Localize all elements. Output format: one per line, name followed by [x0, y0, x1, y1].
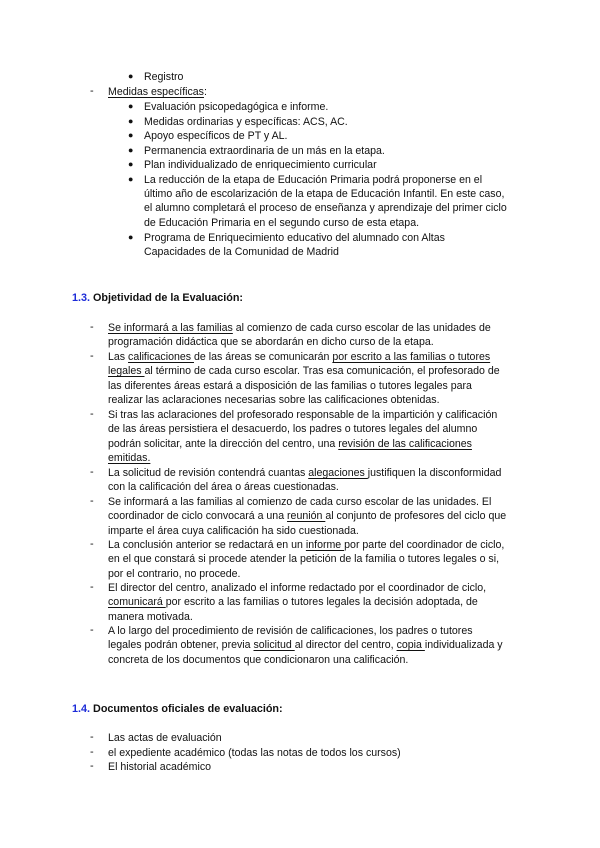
dash-icon: - [90, 624, 94, 636]
dash-icon: - [90, 495, 94, 507]
bullet-icon: ● [128, 173, 134, 184]
section-title: Documentos oficiales de evaluación: [90, 703, 283, 715]
list-item-text: el alumno completará el proceso de enseñanza y aprendizaje del primer ciclo [144, 202, 507, 215]
list-item-text: La reducción de la etapa de Educación Primaria podrá proponerse en el [144, 173, 483, 186]
list-item-text: Apoyo específicos de PT y AL. [144, 130, 288, 142]
dash-icon: - [90, 408, 94, 420]
objetividad-list [90, 321, 570, 667]
list-item [128, 129, 558, 144]
dash-icon: - [90, 581, 94, 593]
section-heading-1-3 [72, 292, 243, 304]
list-item [128, 144, 558, 159]
section-heading-1-4 [72, 703, 283, 715]
list-item: - El director del centro, analizado el informe redactado por el coordinador de ciclo, comunicará por escrito a las familias o tutores legales la decisión adoptada, de manera motivada. [90, 581, 487, 623]
list-item [128, 158, 558, 173]
list-item: - Se informará a las familias al comienzo de cada curso escolar de las unidades de programación didáctica que se abordarán en dicho curso de la etapa. [90, 321, 491, 349]
list-item: - el expediente académico (todas las notas de todos los cursos) [90, 745, 401, 759]
list-item-text: Programa de Enriquecimiento educativo del alumnado con Altas [144, 231, 445, 244]
bullet-icon: ● [128, 130, 134, 140]
document-page: ● Registro - Medidas específicas: ● Evaluación psicopedagógica e informe. ● Medidas ordinarias y específicas: ACS, AC. ● Apoyo específicos de PT y AL. ● Permanencia extraordinaria de un más en la etapa. ● Plan individualizado de enriquecimiento curricular ● La reducción de la etapa de Educación Primaria podrá proponerse en el último año de escolarización de la etapa de Educación Infantil. En este caso, el alumno completará el proceso de enseñanza y aprendizaje del primer ciclo de Educación Primaria en el segundo curso de esta etapa. ● Programa de Enriquecimiento educativo del alumnado con Altas Capacidades de la Comunidad de Madrid 1.3. Objetividad de la Evaluación: - Se informará a las familias al comienzo de cada curso escolar de las unidades de programación didáctica que se abordarán en dicho curso de la etapa. - Las calificaciones de las áreas se comunicarán por escrito a las familias o tutores legales al término de cada curso escolar. Tras esa comunicación, el profesorado de las diferentes áreas estará a disposición de las familias o tutores legales para realizar las aclaraciones necesarias sobre las calificaciones obtenidas. - Si tras las aclaraciones del profesorado responsable de la impartición y calificación de las áreas persistiera el desacuerdo, los padres o tutores legales del alumno podrán solicitar, ante la dirección del centro, una revisión de las calificaciones emitidas. - La solicitud de revisión contendrá cuantas alegaciones justifiquen la disconformidad con la calificación del área o áreas cuestionadas. - Se informará a las familias al comienzo de cada curso escolar de las unidades. El coordinador de ciclo convocará a una reunión al conjunto de profesores del ciclo que imparte el área cuya calificación ha sido cuestionada. - La conclusión anterior se redactará en un informe por parte del coordinador de ciclo, en el que constará si procede atender la petición de la familia o tutores legales o si, por el contrario, no procede. - El director del centro, analizado el informe redactado por el coordinador de ciclo, comunicará por escrito a las familias o tutores legales la decisión adoptada, de manera motivada. - A lo largo del procedimiento de revisión de calificaciones, los padres o tutores legales podrán obtener, previa solicitud al director del centro, copia individualizada y concreta de los documentos que condicionaron una calificación. 1.4. Documentos oficiales de evaluación: - Las actas de evaluación - el expediente académico (todas las notas de todos los cursos) - El historial académico [0, 0, 600, 848]
bullet-icon: ● [128, 144, 134, 155]
list-item-text: Medidas ordinarias y específicas: ACS, AC. [144, 115, 348, 128]
medidas-list [128, 100, 558, 260]
list-item: - A lo largo del procedimiento de revisión de calificaciones, los padres o tutores legales podrán obtener, previa solicitud al director del centro, copia individualizada y concreta de los documentos que condicionaron una calificación. [90, 624, 503, 666]
list-item [128, 173, 558, 231]
list-item-text: de Educación Primaria en el segundo curso de esta etapa. [144, 216, 420, 229]
list-item [128, 115, 558, 130]
list-item: - Se informará a las familias al comienzo de cada curso escolar de las unidades. El coordinador de ciclo convocará a una reunión al conjunto de profesores del ciclo que imparte el área cuya calificación ha sido cuestionada. [90, 495, 507, 537]
list-item [128, 100, 558, 115]
dash-icon: - [90, 85, 94, 97]
list-item-text: Permanencia extraordinaria de un más en la etapa. [144, 144, 385, 157]
dash-icon: - [90, 745, 94, 758]
dash-icon: - [90, 321, 94, 333]
list-item: - Las calificaciones de las áreas se comunicarán por escrito a las familias o tutores legales al término de cada curso escolar. Tras esa comunicación, el profesorado de las diferentes áreas estará a disposición de las familias o tutores legales para realizar las aclaraciones necesarias sobre las calificaciones obtenidas. [90, 350, 500, 407]
bullet-icon: ● [128, 159, 134, 169]
section-number: 1.4. [72, 703, 91, 715]
list-item: - La conclusión anterior se redactará en un informe por parte del coordinador de ciclo, en el que constará si procede atender la petición de la familia o tutores legales o si, por el contrario, no procede. [90, 538, 505, 580]
list-item: - El historial académico [90, 760, 212, 774]
dash-icon: - [90, 731, 94, 743]
list-item-text: Plan individualizado de enriquecimiento curricular [144, 159, 377, 171]
bullet-icon: ● [128, 115, 134, 126]
documentos-list [90, 731, 570, 775]
list-item-text: último año de escolarización de la etapa de Educación Infantil. En este caso, [144, 187, 505, 200]
list-item [128, 231, 558, 260]
dash-icon: - [90, 350, 94, 362]
list-item-text: Capacidades de la Comunidad de Madrid [144, 245, 339, 258]
list-item-text: Registro [144, 71, 184, 83]
medidas-label: Medidas específicas [108, 86, 204, 98]
dash-icon: - [90, 538, 94, 550]
list-item: - Las actas de evaluación [90, 731, 222, 744]
list-item: - La solicitud de revisión contendrá cuantas alegaciones justifiquen la disconformidad con la calificación del área o áreas cuestionadas. [90, 466, 502, 494]
section-number: 1.3. [72, 292, 91, 304]
list-item: - Si tras las aclaraciones del profesorado responsable de la impartición y calificación de las áreas persistiera el desacuerdo, los padres o tutores legales del alumno podrán solicitar, ante la dirección del centro, una revisión de las calificaciones emitidas. [90, 408, 498, 465]
bullet-icon: ● [128, 231, 134, 242]
dash-icon: - [90, 466, 94, 478]
list-item-text: Evaluación psicopedagógica e informe. [144, 101, 329, 113]
bullet-icon: ● [128, 71, 134, 81]
bullet-icon: ● [128, 101, 134, 111]
dash-icon: - [90, 760, 94, 773]
section-title: Objetividad de la Evaluación: [90, 292, 244, 304]
